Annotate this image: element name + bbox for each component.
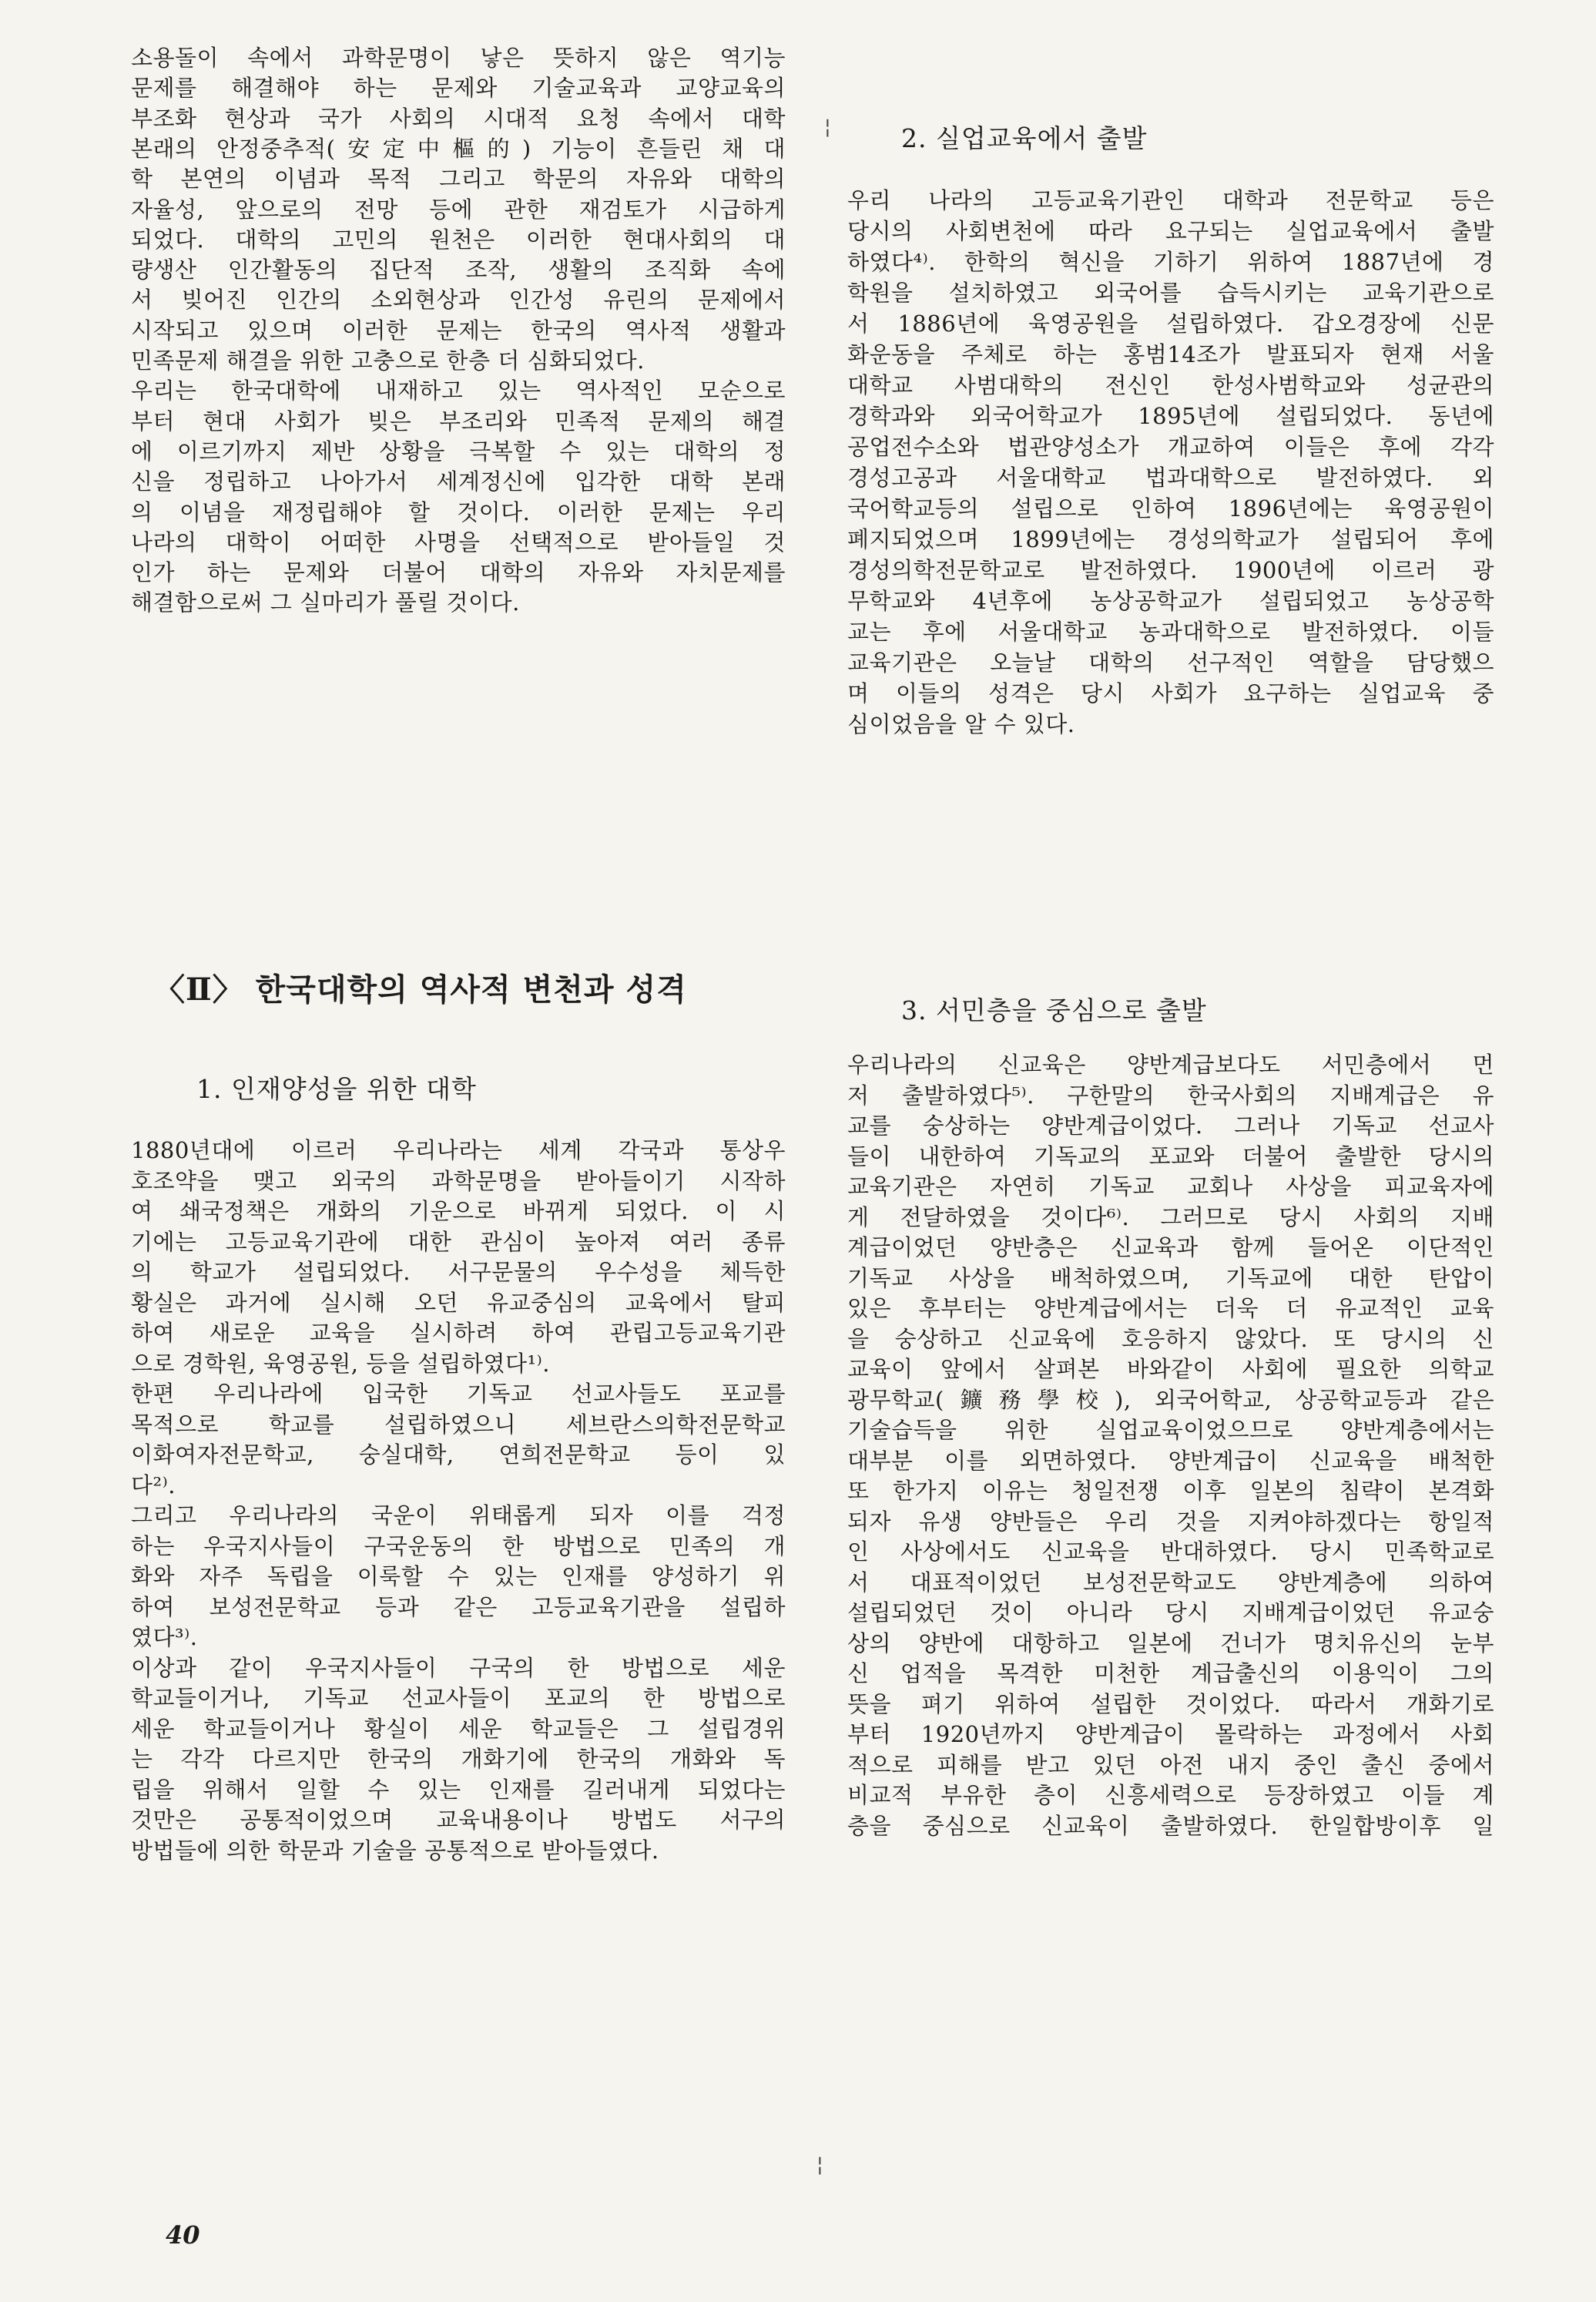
text-line: 뜻을 펴기 위하여 설립한 것이었다. 따라서 개화기로 bbox=[847, 1690, 1494, 1717]
text-line: 나라의 대학이 어떠한 사명을 선택적으로 받아들일 것 bbox=[131, 529, 786, 555]
text-line: 적으로 피해를 받고 있던 아전 내지 중인 출신 중에서 bbox=[847, 1751, 1494, 1778]
text-line: 게 전달하였을 것이다⁶⁾. 그러므로 당시 사회의 지배 bbox=[847, 1203, 1494, 1230]
text-line: 설립되었던 것이 아니라 당시 지배계급이었던 유교숭 bbox=[847, 1599, 1494, 1626]
text-line: 며 이들의 성격은 당시 사회가 요구하는 실업교육 중 bbox=[847, 680, 1494, 706]
text-line: 을 숭상하고 신교육에 호응하지 않았다. 또 당시의 신 bbox=[847, 1325, 1494, 1352]
text-line: 층을 중심으로 신교육이 출발하였다. 한일합방이후 일 bbox=[847, 1812, 1494, 1839]
text-line: 그리고 우리나라의 국운이 위태롭게 되자 이를 걱정 bbox=[131, 1502, 786, 1529]
text-line: 되었다. 대학의 고민의 원천은 이러한 현대사회의 대 bbox=[131, 226, 786, 253]
subsection-title: 2. 실업교육에서 출발 bbox=[901, 123, 1148, 153]
text-line: 계급이었던 양반층은 신교육과 함께 들어온 이단적인 bbox=[847, 1234, 1494, 1260]
text-line: 학교들이거나, 기독교 선교사들이 포교의 한 방법으로 bbox=[131, 1685, 786, 1711]
text-line: 우리 나라의 고등교육기관인 대학과 전문학교 등은 bbox=[847, 187, 1494, 213]
text-line: 심이었음을 알 수 있다. bbox=[847, 711, 1075, 737]
text-line: 서 대표적이었던 보성전문학교도 양반계층에 의하여 bbox=[847, 1569, 1494, 1596]
text-line: 경학과와 외국어학교가 1895년에 설립되었다. 동년에 bbox=[847, 403, 1494, 429]
section-title: 〈Ⅱ〉 한국대학의 역사적 변천과 성격 bbox=[154, 971, 687, 1008]
text-line: 들이 내한하여 기독교의 포교와 더불어 출발한 당시의 bbox=[847, 1143, 1494, 1169]
text-line: 이상과 같이 우국지사들이 구국의 한 방법으로 세운 bbox=[131, 1654, 786, 1681]
text-line: 하였다⁴⁾. 한학의 혁신을 기하기 위하여 1887년에 경 bbox=[847, 249, 1494, 275]
text-line: 다²⁾. bbox=[131, 1471, 176, 1498]
text-line: 인가 하는 문제와 더불어 대학의 자유와 자치문제를 bbox=[131, 559, 786, 586]
text-line: 립을 위해서 일할 수 있는 인재를 길러내게 되었다는 bbox=[131, 1776, 786, 1803]
text-line: 소용돌이 속에서 과학문명이 낳은 뜻하지 않은 역기능 bbox=[131, 45, 786, 71]
text-line: 민족문제 해결을 위한 고충으로 한층 더 심화되었다. bbox=[131, 347, 645, 374]
text-line: 으로 경학원, 육영공원, 등을 설립하였다¹⁾. bbox=[131, 1350, 551, 1377]
text-line: 교육기관은 자연히 기독교 교회나 사상을 피교육자에 bbox=[847, 1173, 1494, 1200]
text-line: 호조약을 맺고 외국의 과학문명을 받아들이기 시작하 bbox=[131, 1167, 786, 1194]
text-line: 1880년대에 이르러 우리나라는 세계 각국과 통상우 bbox=[131, 1137, 786, 1163]
text-line: 시작되고 있으며 이러한 문제는 한국의 역사적 생활과 bbox=[131, 317, 786, 344]
text-line: 화운동을 주체로 하는 홍범14조가 발표되자 현재 서울 bbox=[847, 341, 1494, 367]
text-line: 부터 1920년까지 양반계급이 몰락하는 과정에서 사회 bbox=[847, 1721, 1494, 1747]
page-number: 40 bbox=[166, 2220, 200, 2250]
text-line: 하여 보성전문학교 등과 같은 고등교육기관을 설립하 bbox=[131, 1593, 786, 1620]
text-line: 당시의 사회변천에 따라 요구되는 실업교육에서 출발 bbox=[847, 218, 1494, 244]
text-line: 이화여자전문학교, 숭실대학, 연희전문학교 등이 있 bbox=[131, 1441, 786, 1468]
subsection-title: 1. 인재양성을 위한 대학 bbox=[196, 1074, 477, 1104]
text-line: 것만은 공통적이었으며 교육내용이나 방법도 서구의 bbox=[131, 1807, 786, 1833]
text-line: 인 사상에서도 신교육을 반대하였다. 당시 민족학교로 bbox=[847, 1539, 1494, 1565]
text-line: 본래의 안정중추적(安定中樞的) 기능이 흔들린 채 대 bbox=[131, 135, 786, 162]
text-line: 교를 숭상하는 양반계급이었다. 그러나 기독교 선교사 bbox=[847, 1112, 1494, 1139]
text-line: 되자 유생 양반들은 우리 것을 지켜야하겠다는 항일적 bbox=[847, 1508, 1494, 1535]
text-line: 광무학교(鑛務學校), 외국어학교, 상공학교등과 같은 bbox=[847, 1386, 1494, 1413]
text-line: 교육기관은 오늘날 대학의 선구적인 역할을 담당했으 bbox=[847, 649, 1494, 676]
text-line: 서 1886년에 육영공원을 설립하였다. 갑오경장에 신문 bbox=[847, 310, 1494, 337]
text-line: 국어학교등의 설립으로 인하여 1896년에는 육영공원이 bbox=[847, 495, 1494, 522]
text-line: 부터 현대 사회가 빚은 부조리와 민족적 문제의 해결 bbox=[131, 408, 786, 435]
text-line: 방법들에 의한 학문과 기술을 공통적으로 받아들였다. bbox=[131, 1837, 659, 1864]
text-line: 해결함으로써 그 실마리가 풀릴 것이다. bbox=[131, 589, 520, 616]
text-line: 또 한가지 이유는 청일전쟁 이후 일본의 침략이 본격화 bbox=[847, 1478, 1494, 1504]
text-line: 서 빚어진 인간의 소외현상과 인간성 유린의 문제에서 bbox=[131, 287, 786, 314]
text-line: 경성의학전문학교로 발전하였다. 1900년에 이르러 광 bbox=[847, 557, 1494, 583]
text-line: 화와 자주 독립을 이룩할 수 있는 인재를 양성하기 위 bbox=[131, 1563, 786, 1589]
text-line: 하여 새로운 교육을 실시하려 하여 관립고등교육기관 bbox=[131, 1320, 786, 1346]
margin-mark: ¦ bbox=[824, 116, 831, 139]
text-line: 기술습득을 위한 실업교육이었으므로 양반계층에서는 bbox=[847, 1417, 1494, 1443]
text-line: 여 쇄국정책은 개화의 기운으로 바뀌게 되었다. 이 시 bbox=[131, 1198, 786, 1224]
text-line: 공업전수소와 법관양성소가 개교하여 이들은 후에 각각 bbox=[847, 434, 1494, 460]
text-line: 저 출발하였다⁵⁾. 구한말의 한국사회의 지배계급은 유 bbox=[847, 1082, 1494, 1109]
text-line: 의 학교가 설립되었다. 서구문물의 우수성을 체득한 bbox=[131, 1259, 786, 1285]
text-line: 무학교와 4년후에 농상공학교가 설립되었고 농상공학 bbox=[847, 588, 1494, 614]
text-line: 의 이념을 재정립해야 할 것이다. 이러한 문제는 우리 bbox=[131, 498, 786, 525]
text-line: 경성고공과 서울대학교 법과대학으로 발전하였다. 외 bbox=[847, 465, 1494, 491]
text-line: 폐지되었으며 1899년에는 경성의학교가 설립되어 후에 bbox=[847, 526, 1494, 552]
text-line: 대부분 이를 외면하였다. 양반계급이 신교육을 배척한 bbox=[847, 1447, 1494, 1474]
text-line: 우리나라의 신교육은 양반계급보다도 서민층에서 먼 bbox=[847, 1052, 1494, 1078]
text-line: 있은 후부터는 양반계급에서는 더욱 더 유교적인 교육 bbox=[847, 1295, 1494, 1321]
text-line: 하는 우국지사들이 구국운동의 한 방법으로 민족의 개 bbox=[131, 1532, 786, 1559]
text-line: 문제를 해결해야 하는 문제와 기술교육과 교양교육의 bbox=[131, 75, 786, 102]
text-line: 기독교 사상을 배척하였으며, 기독교에 대한 탄압이 bbox=[847, 1264, 1494, 1291]
text-line: 량생산 인간활동의 집단적 조작, 생활의 조직화 속에 bbox=[131, 257, 786, 284]
text-line: 목적으로 학교를 설립하였으니 세브란스의학전문학교 bbox=[131, 1411, 786, 1438]
text-line: 부조화 현상과 국가 사회의 시대적 요청 속에서 대학 bbox=[131, 105, 786, 132]
text-line: 였다³⁾. bbox=[131, 1624, 198, 1650]
text-line: 학원을 설치하였고 외국어를 습득시키는 교육기관으로 bbox=[847, 280, 1494, 306]
text-line: 에 이르기까지 제반 상황을 극복할 수 있는 대학의 정 bbox=[131, 438, 786, 465]
text-line: 우리는 한국대학에 내재하고 있는 역사적인 모순으로 bbox=[131, 378, 786, 404]
text-line: 신을 정립하고 나아가서 세계정신에 입각한 대학 본래 bbox=[131, 468, 786, 495]
text-line: 황실은 과거에 실시해 오던 유교중심의 교육에서 탈피 bbox=[131, 1289, 786, 1316]
text-line: 교는 후에 서울대학교 농과대학으로 발전하였다. 이들 bbox=[847, 619, 1494, 645]
text-line: 는 각각 다르지만 한국의 개화기에 한국의 개화와 독 bbox=[131, 1746, 786, 1772]
subsection-title: 3. 서민층을 중심으로 출발 bbox=[901, 995, 1207, 1025]
text-line: 대학교 사범대학의 전신인 한성사범학교와 성균관의 bbox=[847, 372, 1494, 398]
margin-mark: ¦ bbox=[816, 2153, 823, 2176]
text-line: 한편 우리나라에 입국한 기독교 선교사들도 포교를 bbox=[131, 1381, 786, 1407]
text-line: 신 업적을 목격한 미천한 계급출신의 이용익이 그의 bbox=[847, 1660, 1494, 1686]
text-line: 기에는 고등교육기관에 대한 관심이 높아져 여러 종류 bbox=[131, 1228, 786, 1255]
text-line: 자율성, 앞으로의 전망 등에 관한 재검토가 시급하게 bbox=[131, 196, 786, 223]
text-line: 세운 학교들이거나 황실이 세운 학교들은 그 설립경위 bbox=[131, 1715, 786, 1742]
text-line: 비교적 부유한 층이 신흥세력으로 등장하였고 이들 계 bbox=[847, 1782, 1494, 1808]
text-line: 상의 양반에 대항하고 일본에 건너가 명치유신의 눈부 bbox=[847, 1629, 1494, 1656]
text-line: 학 본연의 이념과 목적 그리고 학문의 자유와 대학의 bbox=[131, 166, 786, 193]
text-line: 교육이 앞에서 살펴본 바와같이 사회에 필요한 의학교 bbox=[847, 1356, 1494, 1382]
